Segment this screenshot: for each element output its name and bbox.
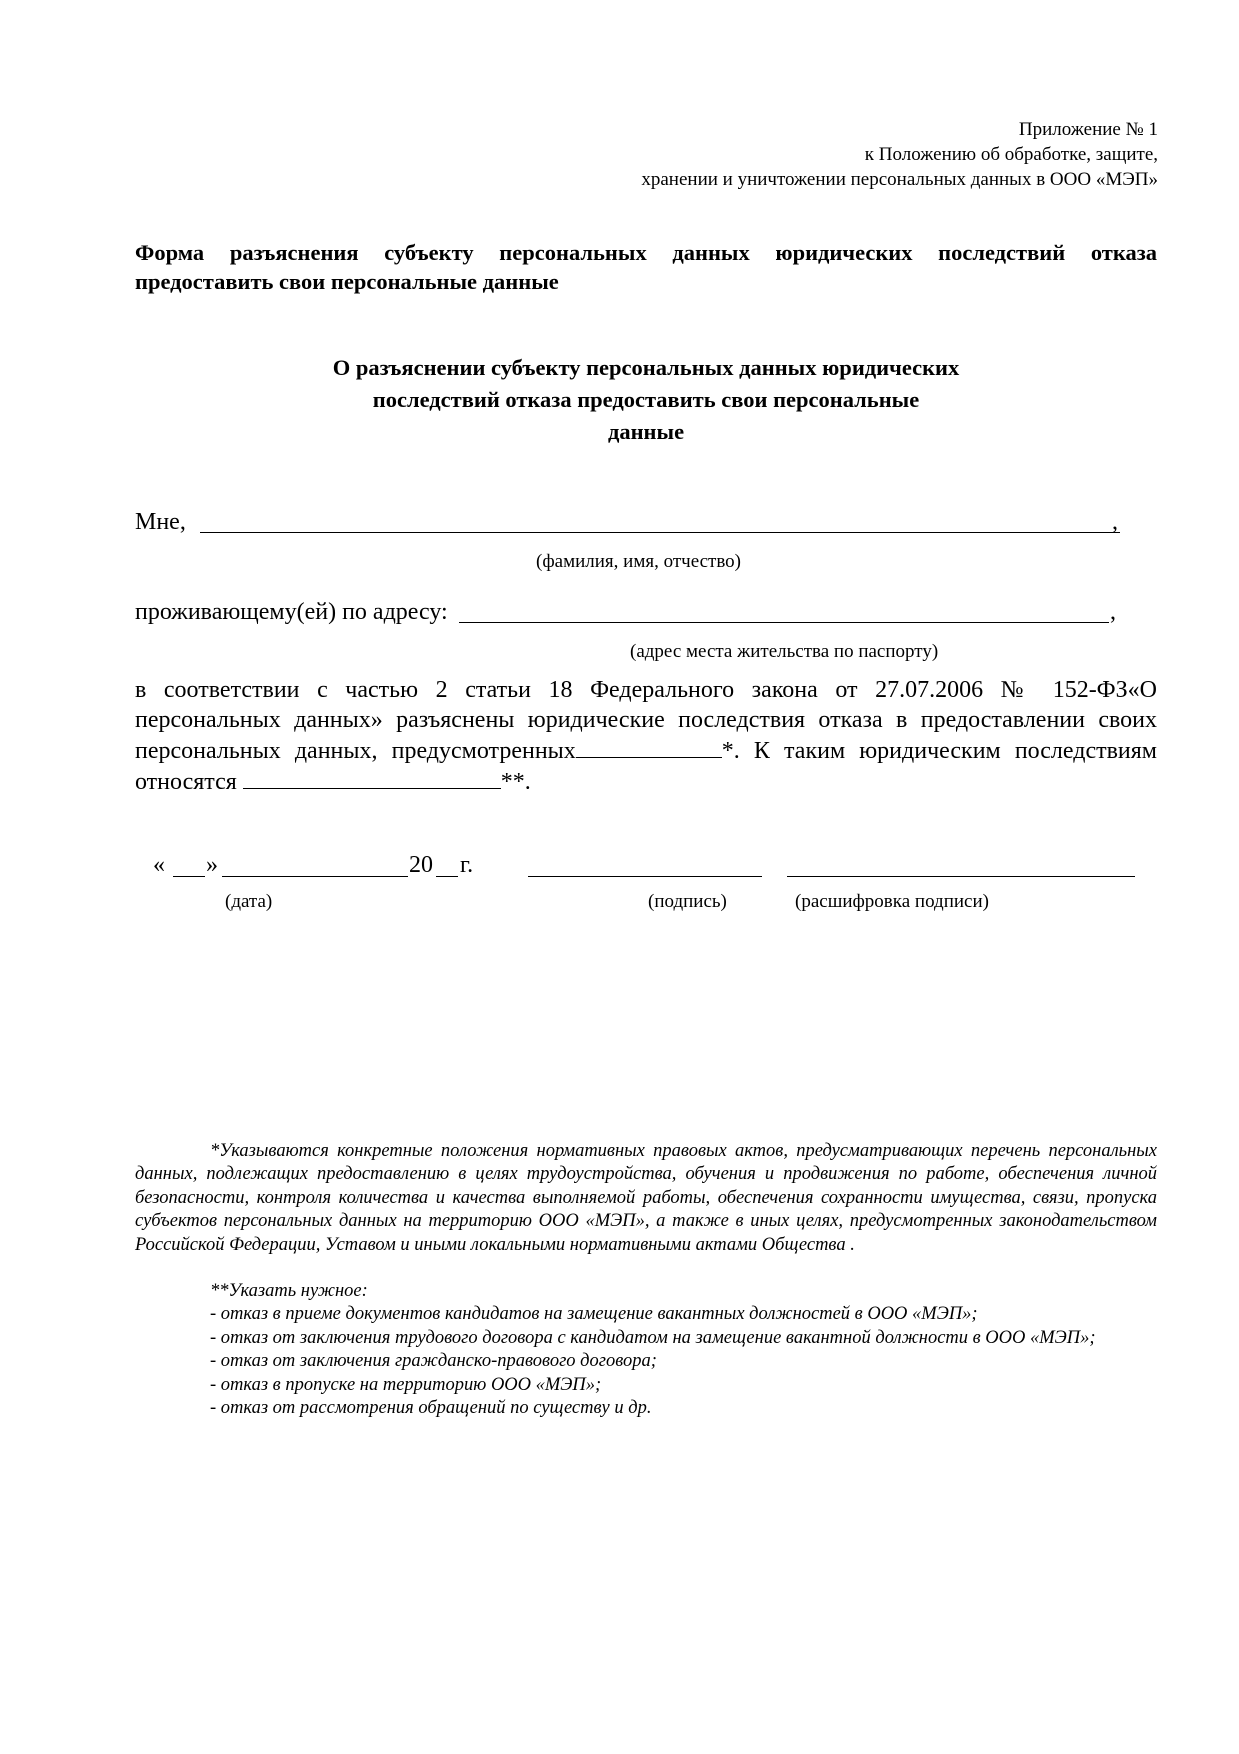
footnote-2-item: - отказ от рассмотрения обращений по существу и др.	[210, 1398, 652, 1419]
body-text-part-3: **.	[500, 769, 531, 795]
address-label: проживающему(ей) по адресу:	[135, 599, 448, 625]
signature-line[interactable]	[528, 876, 762, 877]
document-title-line-2: последствий отказа предоставить свои персональные	[372, 387, 920, 412]
signature-caption: (подпись)	[648, 891, 727, 912]
address-caption: (адрес места жительства по паспорту)	[630, 641, 939, 662]
document-title-line-1: О разъяснении субъекту персональных данных юридических	[332, 355, 960, 380]
name-caption: (фамилия, имя, отчество)	[536, 551, 742, 572]
signature-decode-line[interactable]	[787, 876, 1135, 877]
footnotes	[135, 1140, 1157, 1420]
body-paragraph	[135, 675, 1157, 797]
consequences-field-line[interactable]	[243, 766, 501, 789]
footnote-1: *Указываются конкретные положения нормативных правовых актов, предусматривающих перечень персональных данных, подлежащих предоставлению в целях трудоустройства, обучения и продвижения по работе, обеспечения личной безопасности, контроля количества и качества выполняемой работы, обеспечения сохранности имущества, связи, пропуска субъектов персональных данных на территорию ООО «МЭП», а также в иных целях, предусмотренных законодательством Российской Федерации, Уставом и иными локальными нормативными актами Общества .	[135, 1141, 1157, 1255]
footnote-2-item: - отказ от заключения трудового договора с кандидатом на замещение вакантной должности в ООО «МЭП»;	[210, 1327, 1096, 1348]
date-year-prefix: 20	[409, 852, 433, 878]
date-month-line[interactable]	[222, 876, 408, 877]
form-title-line-2: предоставить свои персональные данные	[135, 269, 559, 294]
appendix-line-3: хранении и уничтожении персональных данных в ООО «МЭП»	[641, 169, 1158, 190]
name-end-comma: ,	[1112, 509, 1118, 535]
form-title	[135, 238, 1157, 296]
date-close-quote: »	[206, 852, 218, 878]
regulation-field-line[interactable]	[576, 735, 722, 758]
signature-decode-caption: (расшифровка подписи)	[795, 891, 989, 912]
footnote-2-item: - отказ в приеме документов кандидатов на замещение вакантных должностей в ООО «МЭП»;	[210, 1304, 978, 1325]
name-label: Мне,	[135, 509, 186, 535]
name-field-line[interactable]	[200, 532, 1120, 533]
body-text-part-2: *. К таким юридическим последствиям относятся	[135, 738, 1157, 795]
appendix-line-2: к Положению об обработке, защите,	[864, 144, 1158, 165]
footnote-2-title: **Указать нужное:	[210, 1281, 368, 1302]
document-title	[135, 352, 1157, 448]
appendix-line-1: Приложение № 1	[1018, 119, 1158, 140]
date-year-line[interactable]	[436, 876, 458, 877]
address-field-line[interactable]	[459, 622, 1109, 623]
date-day-line[interactable]	[173, 876, 205, 877]
date-open-quote: «	[153, 852, 165, 878]
body-text-part-1: в соответствии с частью 2 статьи 18 Федерального закона от 27.07.2006 № 152-ФЗ«О персональных данных» разъяснены юридические последствия отказа в предоставлении своих персональных данных, предусмотренных	[135, 677, 1157, 764]
footnote-2-item: - отказ в пропуске на территорию ООО «МЭП»;	[210, 1374, 602, 1395]
date-caption: (дата)	[225, 891, 273, 912]
appendix-header	[641, 117, 1158, 192]
date-year-suffix: г.	[460, 852, 474, 878]
form-title-line-1: Форма разъяснения субъекту персональных данных юридических последствий отказа	[135, 240, 1157, 265]
footnote-2-item: - отказ от заключения гражданско-правового договора;	[210, 1351, 657, 1372]
address-end-comma: ,	[1110, 599, 1116, 625]
document-title-line-3: данные	[607, 419, 685, 444]
